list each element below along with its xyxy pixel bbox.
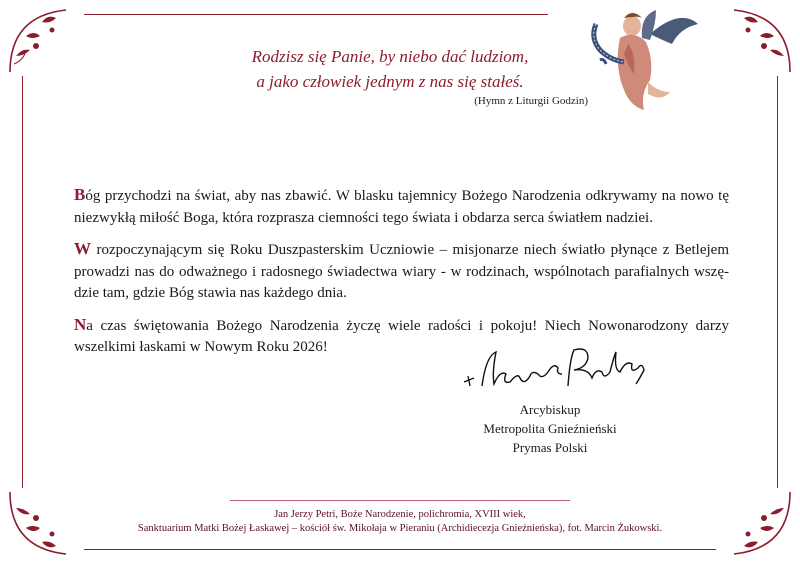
credits-divider [230, 500, 570, 501]
quote-line-2: a jako człowiek jednym z nas się stałeś. [256, 72, 524, 91]
frame-left-line [22, 76, 23, 488]
paragraph-text: rozpoczynającym się Roku Duszpasterskim Uczniowie – misjonarze niech światło płynące z Betlejem prowadzi nas do odważnego i radosnego świadectwa wiary - w rodzinach, wspólnotach parafialnych wszę- dzie tam, gdzie Bóg stawia nas każdego dnia. [74, 242, 729, 301]
floral-corner-bottom-left [6, 488, 76, 558]
floral-corner-top-right [724, 6, 794, 76]
title-archbishop: Arcybiskup [519, 402, 581, 417]
angel-illustration [572, 4, 702, 129]
paragraph-text: a czas świętowania Bożego Narodzenia życzę wiele radości i pokoju! Niech Nowonarodzony darzy wszelkimi łaskami w Nowym Roku 2026! [74, 317, 729, 355]
paragraph [74, 238, 729, 305]
quote-source: (Hymn z Liturgii Godzin) [474, 95, 588, 107]
drop-initial: N [74, 314, 87, 334]
greeting-body [74, 184, 729, 368]
image-credits [110, 508, 690, 536]
signature-titles [470, 400, 630, 457]
floral-corner-bottom-right [724, 488, 794, 558]
frame-bottom-line [84, 549, 716, 550]
paragraph [74, 184, 729, 229]
credits-line-1: Jan Jerzy Petri, Boże Narodzenie, polichromia, XVIII wiek, [274, 509, 526, 520]
handwritten-signature [458, 342, 663, 400]
title-primate: Prymas Polski [512, 440, 588, 455]
title-metropolitan: Metropolita Gnieźnieński [483, 421, 617, 436]
paragraph-text: óg przychodzi na świat, aby nas zbawić. W blasku tajemnicy Bożego Narodzenia odkrywamy na nowo tę niezwykłą miłość Boga, która rozprasza ciemności tego świata i obdarza serca światłem nadziei. [74, 188, 729, 226]
drop-initial: B [74, 185, 86, 204]
hymn-quote [230, 44, 550, 94]
frame-top-line [84, 14, 548, 15]
floral-corner-top-left [6, 6, 76, 76]
credits-line-2: Sanktuarium Matki Bożej Łaskawej – kościół św. Mikołaja w Pieraniu (Archidiecezja Gnieźnieńska), fot. Marcin Żukowski. [137, 523, 663, 534]
frame-right-line [777, 76, 778, 488]
quote-line-1: Rodzisz się Panie, by niebo dać ludziom, [251, 47, 529, 66]
drop-initial: W [74, 239, 91, 258]
